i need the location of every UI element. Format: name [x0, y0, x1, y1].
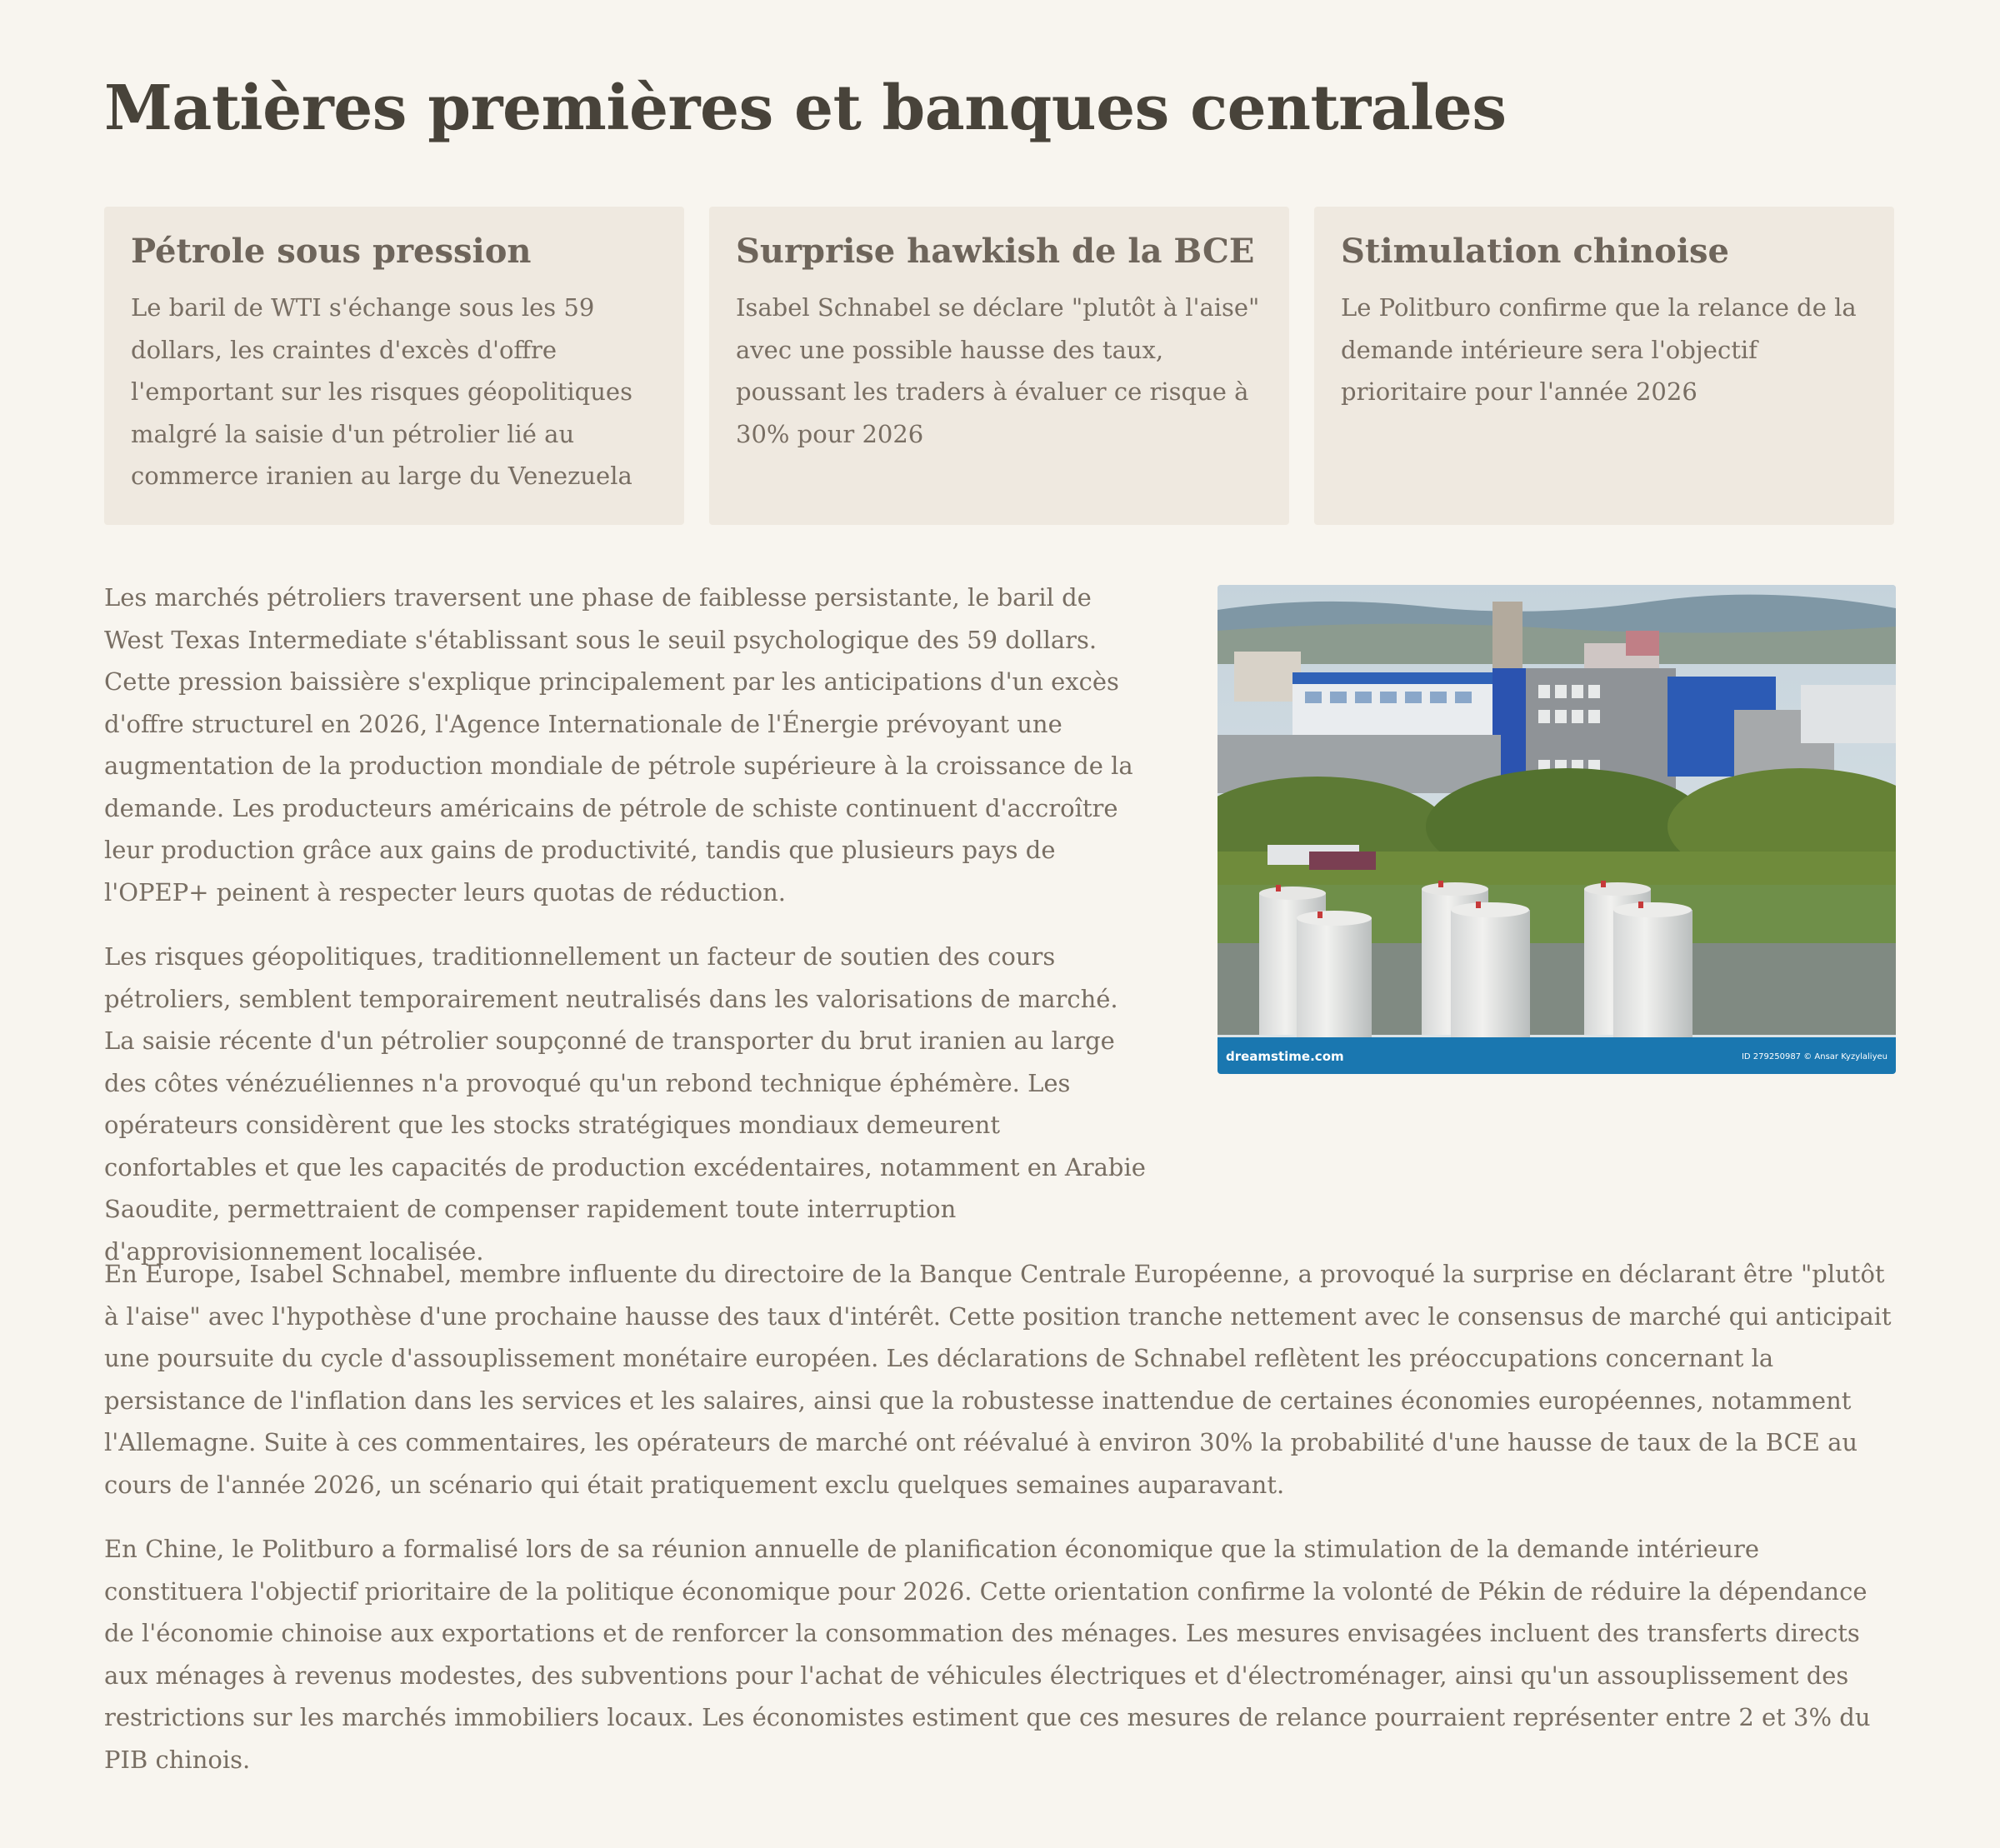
summary-card-oil — [104, 207, 684, 525]
photo-illustration — [1218, 585, 1896, 1074]
article-paragraph: En Chine, le Politburo a formalisé lors de sa réunion annuelle de planification économique que la stimulation de la demande intérieure constituera l'objectif prioritaire de la politique économique pour 2026. Cette orientation confirme la volonté de Pékin de réduire la dépendance de l'économie chinoise aux exportations et de renforcer la consommation des ménages. Les mesures envisagées incluent des transferts directs aux ménages à revenus modestes, des subventions pour l'achat de véhicules électriques et d'électroménager, ainsi qu'un assouplissement des restrictions sur les marchés immobiliers locaux. Les économistes estiment que ces mesures de relance pourraient représenter entre 2 et 3% du PIB chinois. — [104, 1535, 1871, 1774]
card-text: Le Politburo confirme que la relance de la demande intérieure sera l'objectif prioritaire pour l'année 2026 — [1341, 293, 1857, 406]
page-title: Matières premières et banques centrales — [104, 72, 1507, 144]
article-wide-column — [104, 1253, 1896, 1781]
article-paragraph: Les risques géopolitiques, traditionnellement un facteur de soutien des cours pétroliers, semblent temporairement neutralisés dans les valorisations de marché. La saisie récente d'un pétrolier soupçonné de transporter du brut iranien au large des côtes vénézuéliennes n'a provoqué qu'un rebond technique éphémère. Les opérateurs considèrent que les stocks stratégiques mondiaux demeurent confortables et que les capacités de production excédentaires, notamment en Arabie Saoudite, permettraient de compenser rapidement toute interruption d'approvisionnement localisée. — [104, 942, 1146, 1266]
card-text: Isabel Schnabel se déclare "plutôt à l'aise" avec une possible hausse des taux, poussant les traders à évaluer ce risque à 30% pour 2026 — [736, 293, 1260, 448]
article-paragraph: En Europe, Isabel Schnabel, membre influente du directoire de la Banque Centrale Européenne, a provoqué la surprise en déclarant être "plutôt à l'aise" avec l'hypothèse d'une prochaine hausse des taux d'intérêt. Cette position tranche nettement avec le consensus de marché qui anticipait une poursuite du cycle d'assouplissement monétaire européen. Les déclarations de Schnabel reflètent les préoccupations concernant la persistance de l'inflation dans les services et les salaires, ainsi que la robustesse inattendue de certaines économies européennes, notamment l'Allemagne. Suite à ces commentaires, les opérateurs de marché ont réévalué à environ 30% la probabilité d'une hausse de taux de la BCE au cours de l'année 2026, un scénario qui était pratiquement exclu quelques semaines auparavant. — [104, 1260, 1892, 1499]
article-paragraph: Les marchés pétroliers traversent une phase de faiblesse persistante, le baril de West Texas Intermediate s'établissant sous le seuil psychologique des 59 dollars. Cette pression baissière s'explique principalement par les anticipations d'un excès d'offre structurel en 2026, l'Agence Internationale de l'Énergie prévoyant une augmentation de la production mondiale de pétrole supérieure à la croissance de la demande. Les producteurs américains de pétrole de schiste continuent d'accroître leur production grâce aux gains de productivité, tandis que plusieurs pays de l'OPEP+ peinent à respecter leurs quotas de réduction. — [104, 583, 1133, 907]
industrial-plant-photo — [1218, 585, 1896, 1074]
card-title: Pétrole sous pression — [131, 232, 532, 271]
summary-cards — [104, 207, 1896, 525]
card-title: Surprise hawkish de la BCE — [736, 232, 1255, 271]
photo-watermark-left: dreamstime.com — [1226, 1049, 1344, 1064]
summary-card-china — [1314, 207, 1894, 525]
article-column — [104, 577, 1146, 1272]
card-title: Stimulation chinoise — [1341, 232, 1729, 271]
page — [104, 0, 1896, 1781]
summary-card-ecb — [709, 207, 1289, 525]
card-text: Le baril de WTI s'échange sous les 59 dollars, les craintes d'excès d'offre l'emportant sur les risques géopolitiques malgré la saisie d'un pétrolier lié au commerce iranien au large du Venezuela — [131, 293, 632, 490]
photo-watermark-right: ID 279250987 © Ansar Kyzylaliyeu — [1741, 1052, 1888, 1061]
article-top-section — [104, 577, 1896, 1266]
